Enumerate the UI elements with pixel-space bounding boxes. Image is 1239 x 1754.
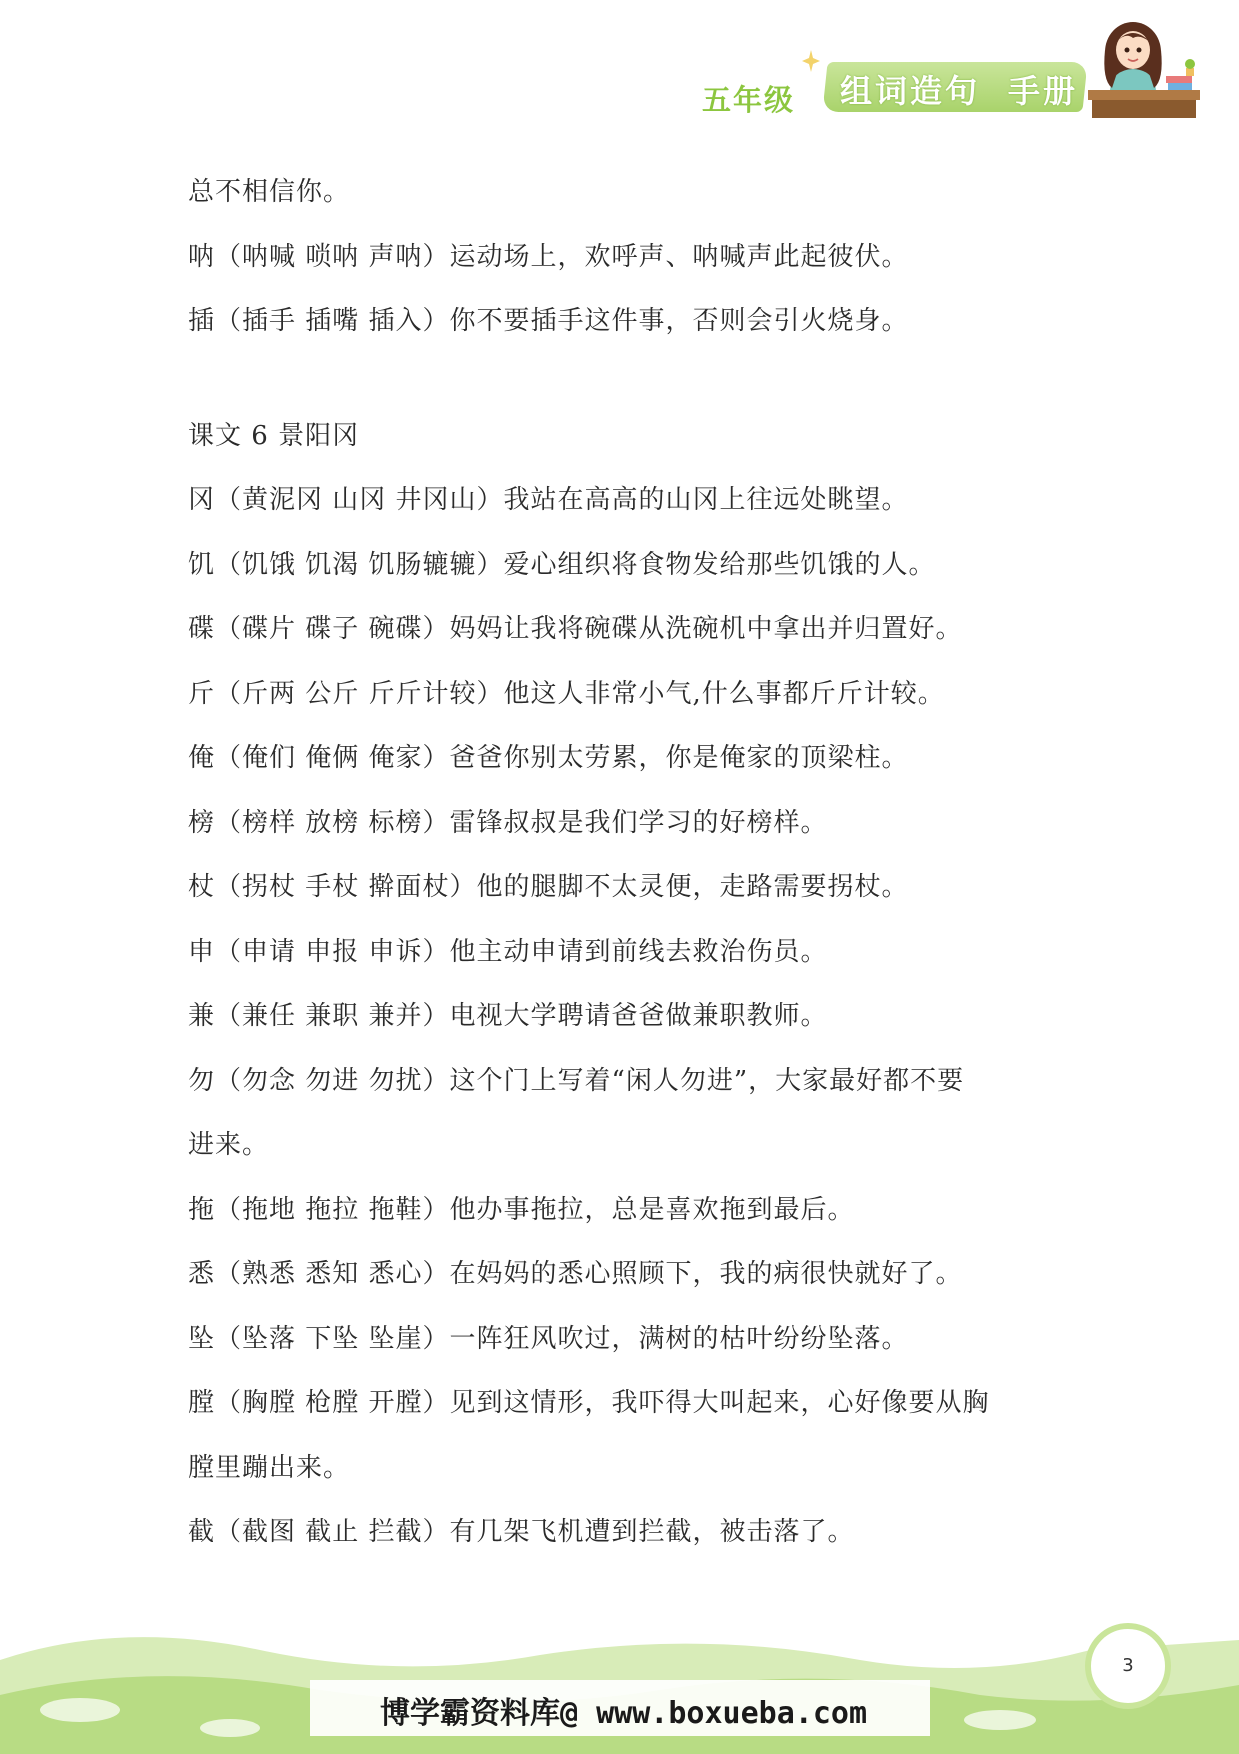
text-line: 截（截图 截止 拦截）有几架飞机遭到拦截，被击落了。 <box>188 1517 855 1547</box>
grade-label: 五年级 <box>702 83 796 117</box>
text-line: 膛里蹦出来。 <box>188 1452 351 1483</box>
text-line: 杖（拐杖 手杖 擀面杖）他的腿脚不太灵便，走路需要拐杖。 <box>188 872 909 902</box>
text-line: 插（插手 插嘴 插入）你不要插手这件事，否则会引火烧身。 <box>188 306 909 336</box>
text-line: 饥（饥饿 饥渴 饥肠辘辘）爱心组织将食物发给那些饥饿的人。 <box>188 549 936 580</box>
vocabulary-content <box>188 160 1088 1565</box>
text-line: 呐（呐喊 唢呐 声呐）运动场上，欢呼声、呐喊声此起彼伏。 <box>188 241 909 272</box>
text-line: 膛（胸膛 枪膛 开膛）见到这情形，我吓得大叫起来，心好像要从胸 <box>188 1388 990 1418</box>
text-line: 俺（俺们 俺俩 俺家）爸爸你别太劳累，你是俺家的顶梁柱。 <box>188 743 909 773</box>
text-line: 冈（黄泥冈 山冈 井冈山）我站在高高的山冈上往远处眺望。 <box>188 485 909 515</box>
text-line: 进来。 <box>188 1130 270 1160</box>
text-line: 拖（拖地 拖拉 拖鞋）他办事拖拉，总是喜欢拖到最后。 <box>188 1194 855 1225</box>
page-header <box>690 20 1210 120</box>
book-subtitle: 手册 <box>1008 72 1079 110</box>
sparkle-icon <box>802 50 820 72</box>
page-number: 3 <box>1122 1655 1134 1676</box>
text-line: 兼（兼任 兼职 兼并）电视大学聘请爸爸做兼职教师。 <box>188 1001 828 1031</box>
text-line: 榜（榜样 放榜 标榜）雷锋叔叔是我们学习的好榜样。 <box>188 807 828 838</box>
text-line: 勿（勿念 勿进 勿扰）这个门上写着“闲人勿进”，大家最好都不要 <box>188 1065 965 1096</box>
section-title: 课文 6 景阳冈 <box>188 420 360 451</box>
text-line: 碟（碟片 碟子 碗碟）妈妈让我将碗碟从洗碗机中拿出并归置好。 <box>188 614 963 644</box>
text-line: 申（申请 申报 申诉）他主动申请到前线去救治伤员。 <box>188 936 828 967</box>
text-line: 坠（坠落 下坠 坠崖）一阵狂风吹过，满树的枯叶纷纷坠落。 <box>188 1323 909 1354</box>
girl-reading-illustration <box>1088 20 1203 120</box>
text-line: 总不相信你。 <box>188 177 351 207</box>
watermark-text: 博学霸资料库@ www.boxueba.com <box>380 1696 868 1731</box>
text-line: 悉（熟悉 悉知 悉心）在妈妈的悉心照顾下，我的病很快就好了。 <box>188 1259 963 1289</box>
book-title: 组词造句 <box>840 72 981 110</box>
text-line: 斤（斤两 公斤 斤斤计较）他这人非常小气,什么事都斤斤计较。 <box>188 678 945 709</box>
section-gap <box>188 354 1088 404</box>
